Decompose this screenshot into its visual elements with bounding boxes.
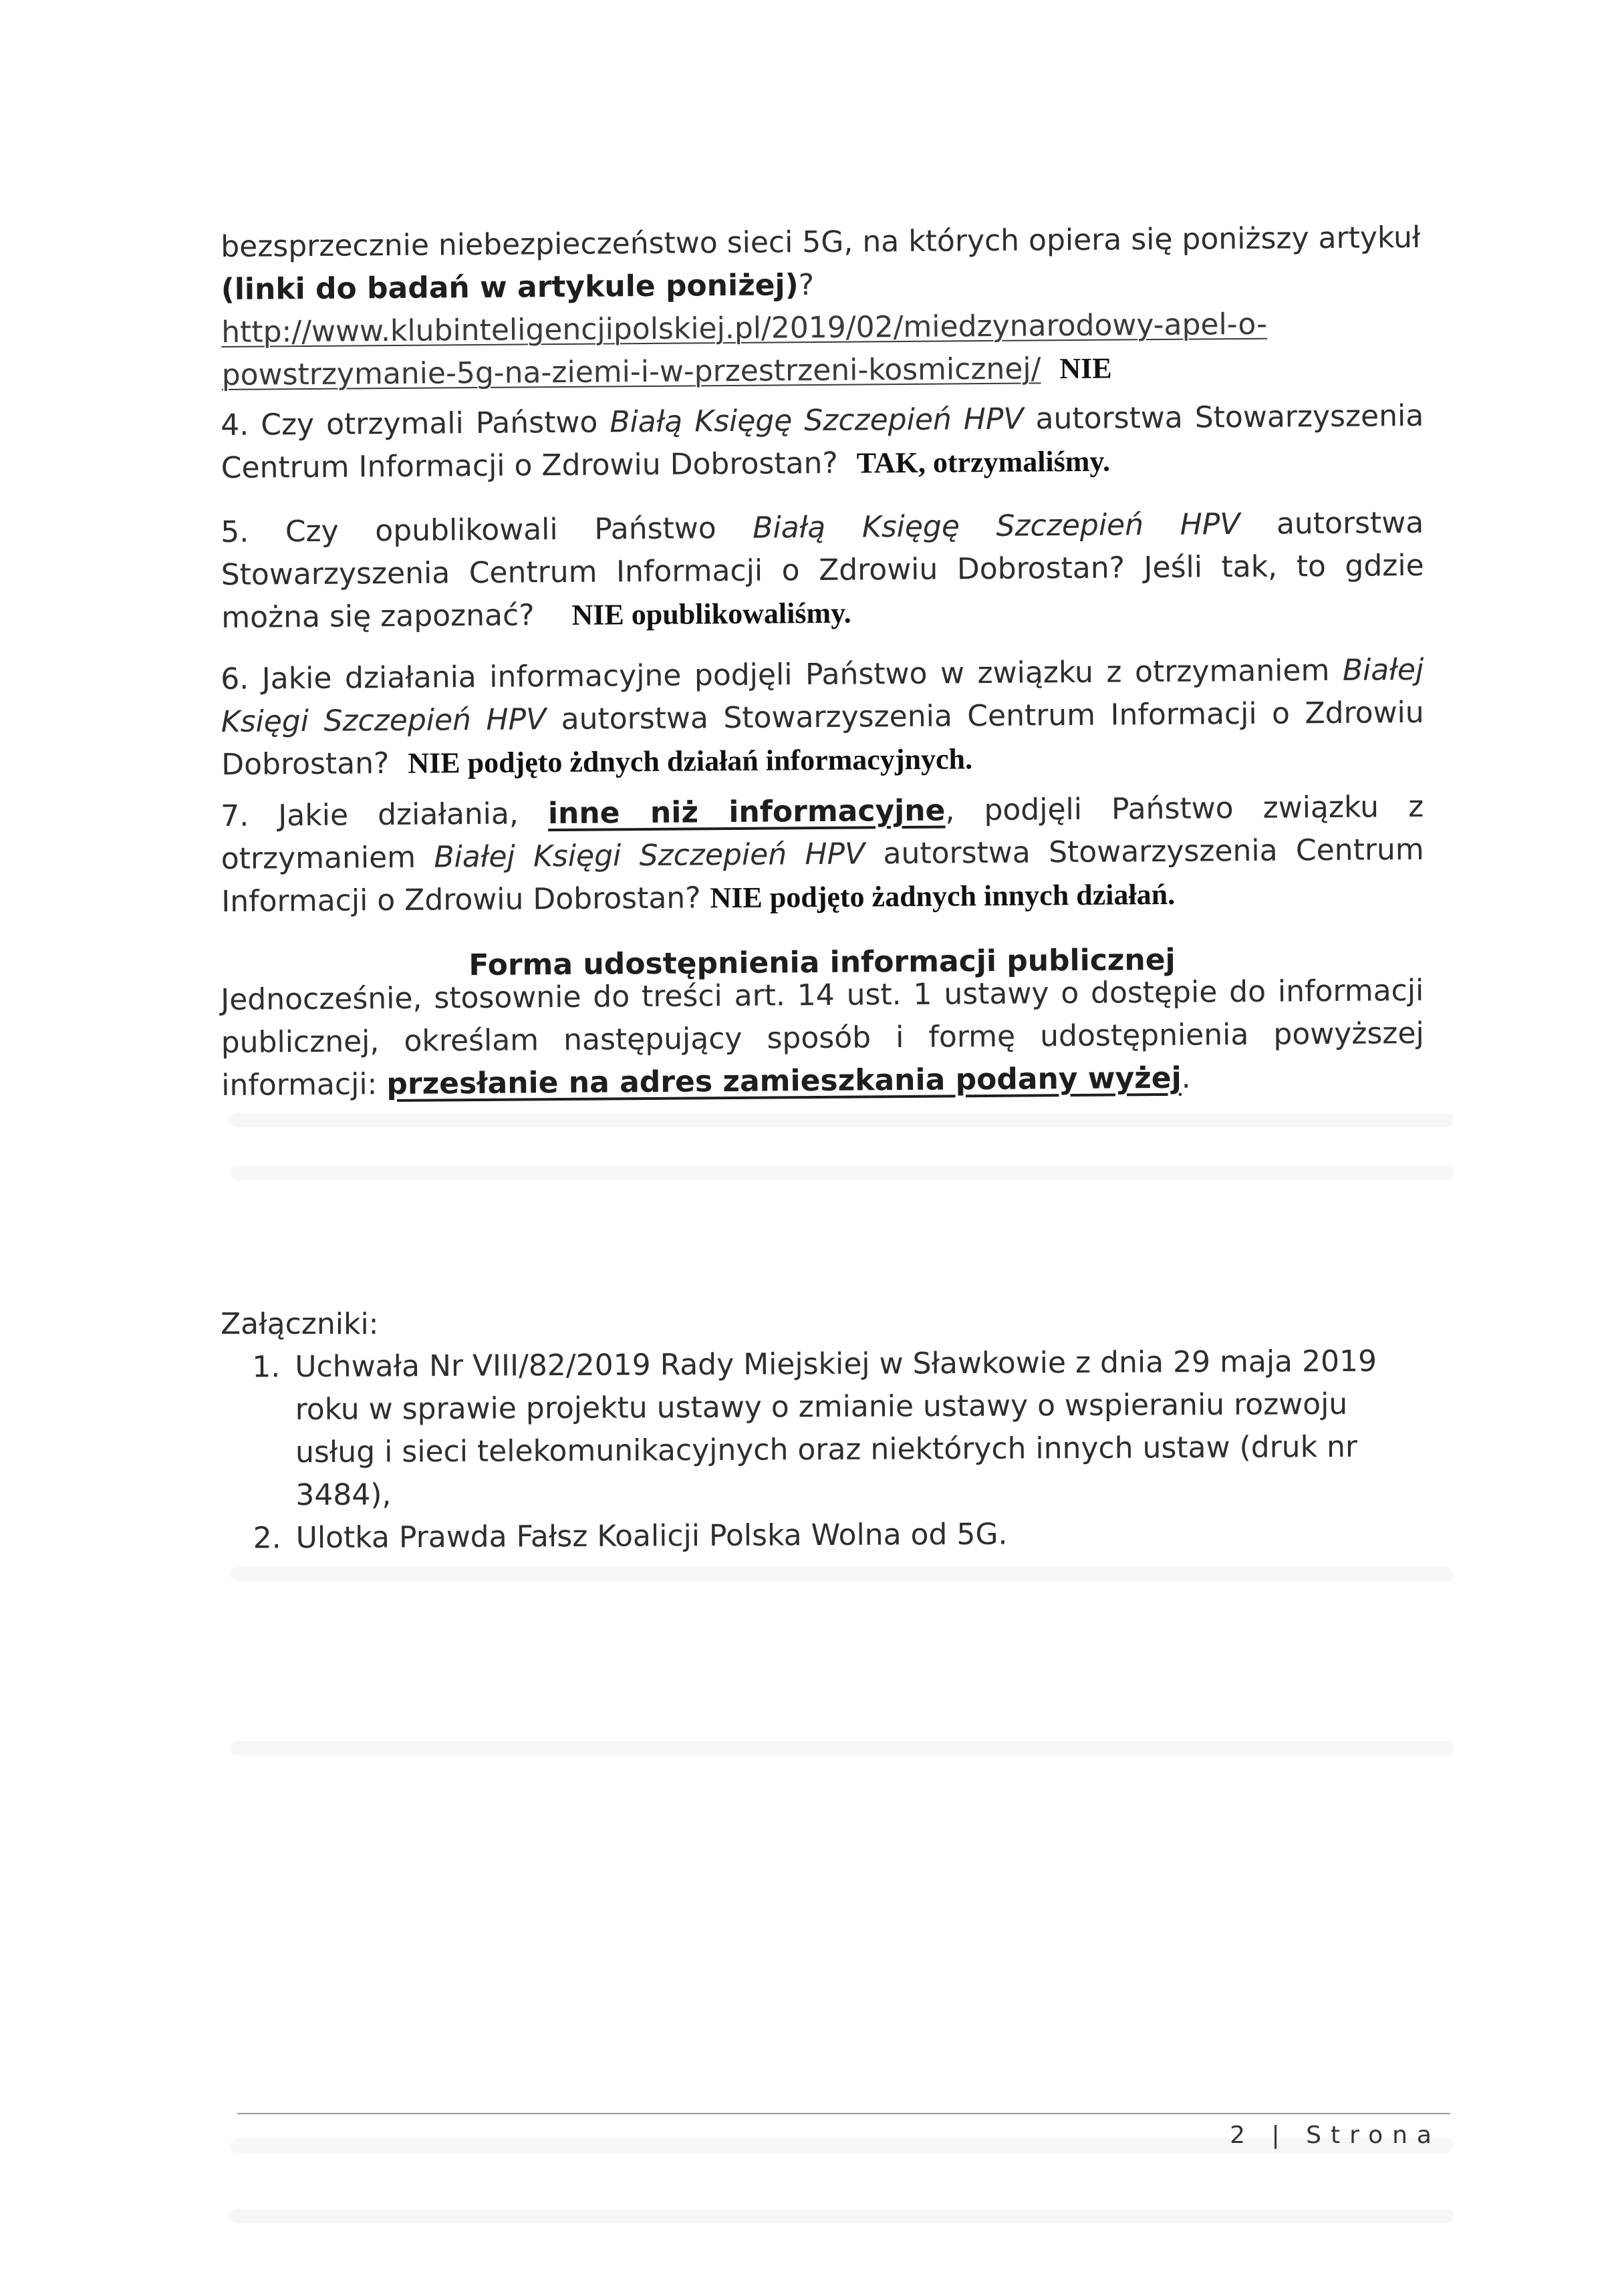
question-7 [221,786,1424,923]
question-3-continuation [221,217,1425,397]
question-6 [221,649,1424,786]
question-4 [221,395,1424,490]
section-heading: Forma udostępnienia informacji publicznej [468,942,1176,983]
attachments-label: Załączniki: [221,1307,379,1341]
q5-line2: Stowarzyszenia Centrum Informacji o Zdrowiu Dobrostan? Jeśli tak, to gdzie [221,548,1424,592]
q6-text-post: autorstwa Stowarzyszenia Centrum Informacji o Zdrowiu [561,695,1424,736]
attachment-number: 1. [252,1350,281,1385]
q7-emphasis: inne niż informacyjne [547,793,946,831]
q6-book-title-part1: Białej [1342,652,1424,688]
q4-line2: Centrum Informacji o Zdrowiu Dobrostan? [221,446,838,485]
list-item [227,1340,1424,1517]
footer-separator: | [1271,2122,1289,2149]
q6-line3: Dobrostan? [221,746,390,782]
q5-line3: można się zapoznać? [221,598,535,635]
q5-book-title: Białą Księgę Szczepień HPV [753,507,1240,545]
q5-text-post: autorstwa [1276,505,1424,541]
q7-line2-pre: otrzymaniem [221,840,416,876]
q3-answer: NIE [1059,351,1112,386]
q3-line1: bezsprzecznie niebezpieczeństwo sieci 5G, na których opiera się poniższy artykuł [221,220,1421,264]
q4-text-post: autorstwa Stowarzyszenia [1035,398,1424,436]
q3-article-link[interactable]: http://www.klubinteligencjipolskiej.pl/2019/02/miedzynarodowy-apel-o- [221,307,1268,349]
q7-book-title: Białej Księgi Szczepień HPV [434,837,865,875]
show-through-artifact [231,1113,1454,1127]
q3-question-mark: ? [798,268,815,303]
q7-answer: NIE podjęto żadnych innych działań. [710,877,1176,915]
q6-number: 6. [221,662,249,696]
attachment-number: 2. [253,1521,281,1556]
footer-divider [237,2113,1450,2114]
show-through-artifact [231,2208,1454,2223]
q6-book-title-part2: Księgi Szczepień HPV [221,702,547,739]
q5-answer: NIE opublikowaliśmy. [571,596,851,631]
question-5 [221,502,1424,639]
show-through-artifact [231,1166,1454,1181]
form-section-body [221,970,1424,1107]
show-through-artifact [231,1741,1454,1755]
q6-text-pre: Jakie działania informacyjne podjęli Państwo w związku z otrzymaniem [261,653,1330,696]
attachments-label-wrap [221,1303,1424,1346]
q5-text-pre: Czy opublikowali Państwo [285,511,716,549]
q4-number: 4. [221,408,249,442]
form-line1: Jednocześnie, stosownie do treści art. 14 ust. 1 ustawy o dostępie do informacji [221,973,1424,1017]
q7-number: 7. [221,799,249,833]
show-through-artifact [231,1567,1454,1582]
page-footer [1230,2122,1441,2149]
attachment-text: Ulotka Prawda Fałsz Koalicji Polska Wolna od 5G. [295,1517,1008,1556]
list-item [228,1511,1424,1560]
q7-line3: Informacji o Zdrowiu Dobrostan? [221,881,701,919]
form-line2: publicznej, określam następujący sposób i formę udostępnienia powyższej [221,1016,1424,1060]
q5-number: 5. [221,515,249,549]
q7-text-post: , podjęli Państwo związku z [945,789,1424,828]
attachments-list [227,1340,1424,1560]
q6-answer: NIE podjęto żdnych działań informacyjnych. [408,742,973,780]
q4-text-pre: Czy otrzymali Państwo [261,405,598,442]
q4-book-title: Białą Księgę Szczepień HPV [610,402,1024,440]
form-delivery-method: przesłanie na adres zamieszkania podany wyżej [386,1060,1182,1102]
q7-text-pre: Jakie działania, [278,797,519,833]
form-line3-pre: informacji: [221,1067,378,1103]
footer-label: Strona [1306,2122,1441,2149]
q3-bold-text: (linki do badań w artykule poniżej) [221,268,799,307]
page-number: 2 [1230,2122,1255,2149]
q4-answer: TAK, otrzymaliśmy. [856,444,1111,480]
form-line3-post: . [1181,1060,1191,1095]
q7-line2-post: autorstwa Stowarzyszenia Centrum [883,832,1424,871]
attachment-text: Uchwała Nr VIII/82/2019 Rady Miejskiej w Sławkowie z dnia 29 maja 2019 roku w sprawie projektu ustawy o zmianie ustawy o wspieraniu rozwoju usług i sieci telekomunikacyjnych oraz niektórych innych ustaw (druk nr 3484), [295,1344,1377,1513]
q3-article-link-cont[interactable]: powstrzymanie-5g-na-ziemi-i-w-przestrzeni-kosmicznej/ [221,351,1041,392]
